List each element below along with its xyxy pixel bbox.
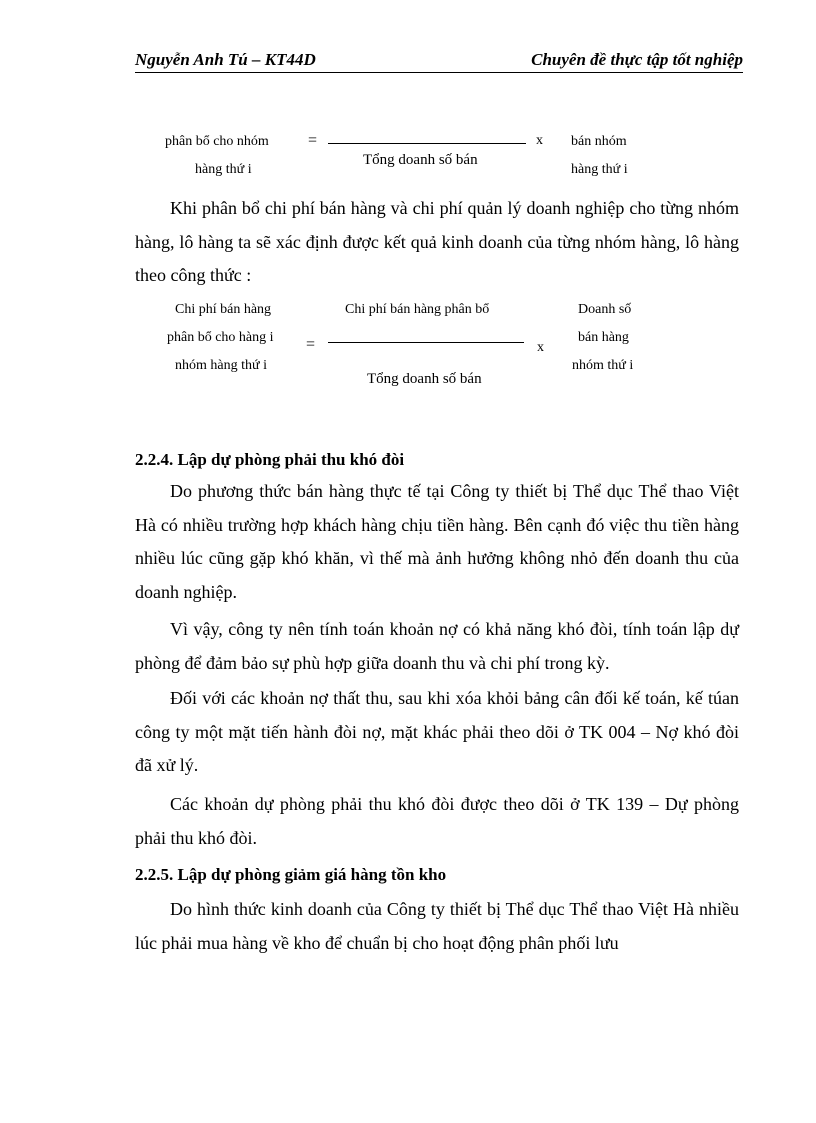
formula2-left-line2: phân bổ cho hàng i xyxy=(167,330,274,345)
formula2-fraction-bar xyxy=(328,342,524,343)
formula2-denominator: Tổng doanh số bán xyxy=(367,371,482,387)
formula2-times: x xyxy=(537,340,544,355)
formula1-denominator: Tổng doanh số bán xyxy=(363,152,478,168)
formula2-left-line1: Chi phí bán hàng xyxy=(175,302,272,317)
paragraph-written-off-debt: Đối với các khoản nợ thất thu, sau khi xóa khỏi bảng cân đối kế toán, kế túan công ty một mặt tiến hành đòi nợ, mặt khác phải theo dõi ở TK 004 – Nợ khó đòi đã xử lý. xyxy=(135,688,739,775)
paragraph-inventory-provision: Do hình thức kinh doanh của Công ty thiết bị Thể dục Thể thao Việt Hà nhiều lúc phải mua hàng về kho để chuẩn bị cho hoạt động phân phối lưu xyxy=(135,899,739,953)
page-header xyxy=(135,50,743,73)
formula2-right-line1: Doanh số xyxy=(578,302,632,317)
paragraph-bad-debt-context: Do phương thức bán hàng thực tế tại Công ty thiết bị Thể dục Thể thao Việt Hà có nhiều trường hợp khách hàng chịu tiền hàng. Bên cạnh đó việc thu tiền hàng nhiều lúc cũng gặp khó khăn, vì thế mà ảnh hưởng không nhỏ đến doanh thu của doanh nghiệp. xyxy=(135,481,739,602)
formula1-left-line1: phân bổ cho nhóm xyxy=(165,134,269,149)
paragraph-tk139: Các khoản dự phòng phải thu khó đòi được theo dõi ở TK 139 – Dự phòng phải thu khó đòi. xyxy=(135,794,739,848)
header-author: Nguyễn Anh Tú – KT44D xyxy=(135,50,316,69)
paragraph-bad-debt-provision: Vì vậy, công ty nên tính toán khoản nợ có khả năng khó đòi, tính toán lập dự phòng để đảm bảo sự phù hợp giữa doanh thu và chi phí trong kỳ. xyxy=(135,619,739,673)
formula2-right-line3: nhóm thứ i xyxy=(572,358,634,373)
paragraph-allocation-intro: Khi phân bổ chi phí bán hàng và chi phí quản lý doanh nghiệp cho từng nhóm hàng, lô hàng ta sẽ xác định được kết quả kinh doanh của từng nhóm hàng, lô hàng theo công thức : xyxy=(135,198,739,285)
formula2-equals: = xyxy=(306,336,316,353)
formula1-equals: = xyxy=(308,132,318,149)
formula2-left-line3: nhóm hàng thứ i xyxy=(175,358,267,373)
formula1-right-line1: bán nhóm xyxy=(571,134,627,149)
formula-allocation-partial xyxy=(135,128,735,188)
section-heading-2-2-5: 2.2.5. Lập dự phòng giảm giá hàng tồn kho xyxy=(135,865,447,884)
formula-cost-allocation xyxy=(135,296,735,396)
formula2-numerator: Chi phí bán hàng phân bổ xyxy=(345,302,490,317)
formula1-left-line2: hàng thứ i xyxy=(195,162,252,177)
section-heading-2-2-4: 2.2.4. Lập dự phòng phải thu khó đòi xyxy=(135,450,405,469)
formula1-fraction-bar xyxy=(328,143,526,144)
formula1-right-line2: hàng thứ i xyxy=(571,162,628,177)
formula2-right-line2: bán hàng xyxy=(578,330,629,345)
header-title: Chuyên đề thực tập tốt nghiệp xyxy=(531,50,743,69)
formula1-times: x xyxy=(536,133,543,148)
